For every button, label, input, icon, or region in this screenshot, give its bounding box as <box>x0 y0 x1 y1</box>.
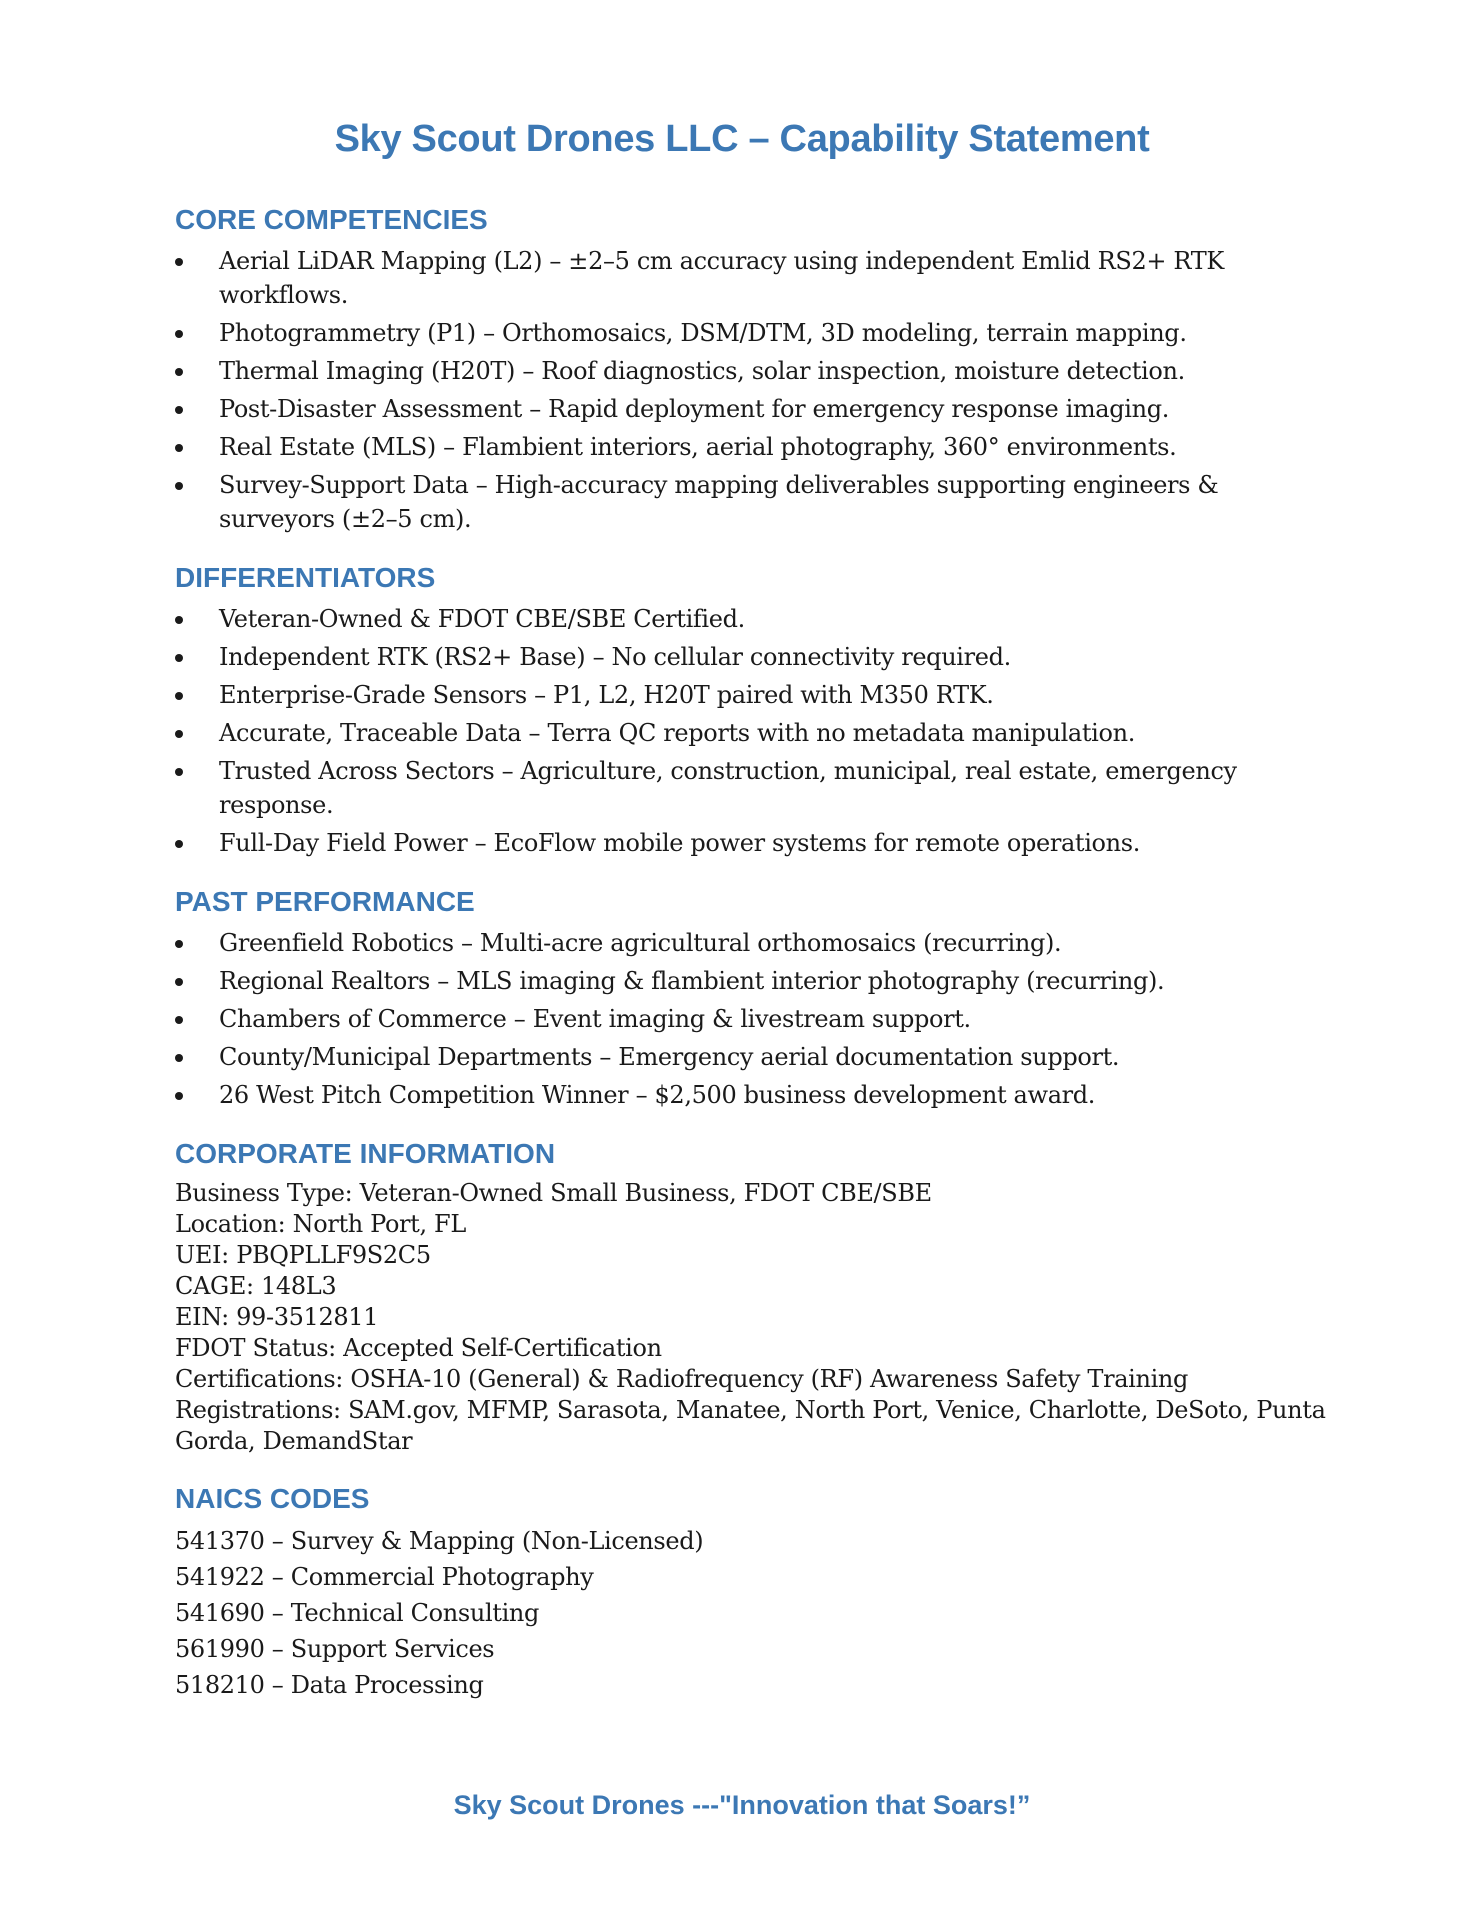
list-item <box>175 1040 1335 1074</box>
list-item <box>175 1002 1335 1036</box>
bullet-icon <box>175 1016 183 1024</box>
list-item <box>175 716 1335 750</box>
bullet-icon <box>175 444 183 452</box>
bullet-icon <box>175 654 183 662</box>
bullet-icon <box>175 730 183 738</box>
naics-code: 541922 – Commercial Photography <box>175 1563 594 1591</box>
list-item-text: Post-Disaster Assessment – Rapid deployment for emergency response imaging. <box>219 395 1170 423</box>
list-item-text: Regional Realtors – MLS imaging & flambient interior photography (recurring). <box>219 967 1165 995</box>
section-heading: PAST PERFORMANCE <box>175 886 475 917</box>
list-item-text: Independent RTK (RS2+ Base) – No cellular connectivity required. <box>219 643 1011 671</box>
fdot-status: FDOT Status: Accepted Self-Certification <box>175 1334 662 1362</box>
bullet-icon <box>175 1092 183 1100</box>
bullet-icon <box>175 1054 183 1062</box>
list-item <box>175 392 1335 426</box>
list-item-text: Full-Day Field Power – EcoFlow mobile power systems for remote operations. <box>219 829 1140 857</box>
list-item <box>175 1078 1335 1112</box>
business-type: Business Type: Veteran-Owned Small Business, FDOT CBE/SBE <box>175 1179 932 1207</box>
naics-lines <box>175 1523 1335 1703</box>
naics-code: 541370 – Survey & Mapping (Non-Licensed) <box>175 1527 704 1555</box>
bullet-icon <box>175 482 183 490</box>
list-item-text: Trusted Across Sectors – Agriculture, construction, municipal, real estate, emergency response. <box>219 757 1237 819</box>
list-item <box>175 926 1335 960</box>
section-heading: NAICS CODES <box>175 1483 370 1514</box>
list-item <box>175 640 1335 674</box>
bullet-icon <box>175 940 183 948</box>
past-performance-section <box>175 882 1335 1112</box>
list-item-text: Enterprise-Grade Sensors – P1, L2, H20T paired with M350 RTK. <box>219 681 994 709</box>
naics-code: 541690 – Technical Consulting <box>175 1599 540 1627</box>
list-item <box>175 964 1335 998</box>
list-item <box>175 678 1335 712</box>
core-competencies-section <box>175 200 1335 536</box>
bullet-icon <box>175 978 183 986</box>
bullet-icon <box>175 840 183 848</box>
registrations: Registrations: SAM.gov, MFMP, Sarasota, Manatee, North Port, Venice, Charlotte, DeSoto, Punta Gorda, DemandStar <box>175 1396 1326 1455</box>
certifications: Certifications: OSHA-10 (General) & Radiofrequency (RF) Awareness Safety Training <box>175 1365 1189 1393</box>
section-heading: CORE COMPETENCIES <box>175 204 488 235</box>
list-item-text: Accurate, Traceable Data – Terra QC reports with no metadata manipulation. <box>219 719 1135 747</box>
list-item-text: Thermal Imaging (H20T) – Roof diagnostics, solar inspection, moisture detection. <box>219 357 1185 385</box>
list-item-text: Photogrammetry (P1) – Orthomosaics, DSM/DTM, 3D modeling, terrain mapping. <box>219 319 1187 347</box>
list-item <box>175 430 1335 464</box>
bullet-list <box>175 926 1335 1112</box>
corporate-info-lines <box>175 1178 1335 1457</box>
ein: EIN: 99-3512811 <box>175 1303 379 1331</box>
list-item <box>175 826 1335 860</box>
bullet-icon <box>175 330 183 338</box>
bullet-list <box>175 244 1335 536</box>
list-item <box>175 468 1335 536</box>
bullet-icon <box>175 258 183 266</box>
list-item-text: Chambers of Commerce – Event imaging & livestream support. <box>219 1005 971 1033</box>
bullet-list <box>175 602 1335 860</box>
naics-code: 518210 – Data Processing <box>175 1671 484 1699</box>
list-item <box>175 754 1335 822</box>
list-item-text: Survey-Support Data – High-accuracy mapping deliverables supporting engineers & surveyors (±2–5 cm). <box>219 471 1219 533</box>
list-item-text: Real Estate (MLS) – Flambient interiors, aerial photography, 360° environments. <box>219 433 1177 461</box>
bullet-icon <box>175 692 183 700</box>
list-item <box>175 354 1335 388</box>
list-item <box>175 244 1335 312</box>
list-item-text: County/Municipal Departments – Emergency aerial documentation support. <box>219 1043 1120 1071</box>
naics-code: 561990 – Support Services <box>175 1635 495 1663</box>
document-body <box>175 200 1335 1725</box>
bullet-icon <box>175 368 183 376</box>
list-item <box>175 316 1335 350</box>
list-item-text: 26 West Pitch Competition Winner – $2,500 business development award. <box>219 1081 1096 1109</box>
list-item-text: Veteran-Owned & FDOT CBE/SBE Certified. <box>219 605 745 633</box>
bullet-icon <box>175 768 183 776</box>
list-item-text: Greenfield Robotics – Multi-acre agricultural orthomosaics (recurring). <box>219 929 1062 957</box>
bullet-icon <box>175 616 183 624</box>
bullet-icon <box>175 406 183 414</box>
corporate-information-section <box>175 1134 1335 1457</box>
list-item-text: Aerial LiDAR Mapping (L2) – ±2–5 cm accuracy using independent Emlid RS2+ RTK workflows. <box>219 247 1224 309</box>
naics-codes-section <box>175 1479 1335 1703</box>
uei: UEI: PBQPLLF9S2C5 <box>175 1241 431 1269</box>
page-title: Sky Scout Drones LLC – Capability Statement <box>334 118 1150 160</box>
location: Location: North Port, FL <box>175 1210 466 1238</box>
section-heading: CORPORATE INFORMATION <box>175 1138 556 1169</box>
section-heading: DIFFERENTIATORS <box>175 562 436 593</box>
list-item <box>175 602 1335 636</box>
differentiators-section <box>175 558 1335 860</box>
cage-code: CAGE: 148L3 <box>175 1272 337 1300</box>
footer-tagline: Sky Scout Drones ---"Innovation that Soars!” <box>453 1790 1031 1820</box>
